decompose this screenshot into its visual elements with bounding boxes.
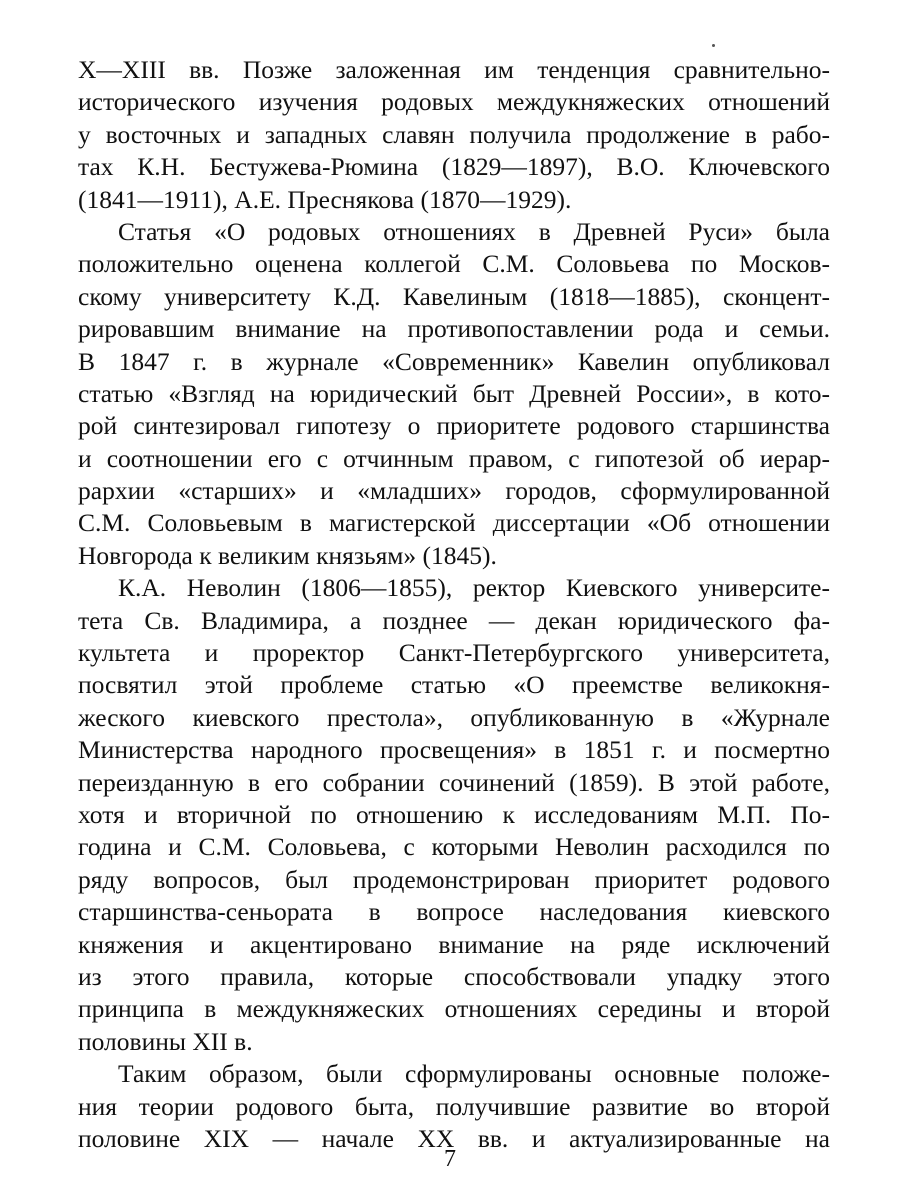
- paragraph-first-line: Таким образом, были сформулированы основные положе-: [118, 1059, 830, 1089]
- text-line: у восточных и западных славян получила продолжение в рабо-: [78, 119, 830, 149]
- text-line: X—XIII вв. Позже заложенная им тенденция сравнительно-: [78, 55, 830, 84]
- text-line: принципа в междукняжеских отношениях середины и второй: [78, 994, 830, 1024]
- text-line: скому университету К.Д. Кавелиным (1818—1885), сконцент-: [78, 281, 830, 311]
- page-number: 7: [444, 1146, 456, 1172]
- text-line: половине XIX — начале XX вв. и актуализированные на: [78, 1123, 830, 1153]
- text-line: рархии «старших» и «младших» городов, сформулированной: [78, 476, 830, 506]
- text-line: культета и проректор Санкт-Петербургского университета,: [78, 638, 830, 668]
- text-line: тах К.Н. Бестужева-Рюмина (1829—1897), В.О. Ключевского: [78, 152, 830, 182]
- text-line: В 1847 г. в журнале «Современник» Кавелин опубликовал: [78, 346, 830, 376]
- text-line: тета Св. Владимира, а позднее — декан юридического фа-: [78, 605, 830, 635]
- text-line: ряду вопросов, был продемонстрирован приоритет родового: [78, 864, 830, 894]
- paragraph-first-line: Статья «О родовых отношениях в Древней Руси» была: [118, 216, 830, 246]
- paragraph-first-line: К.А. Неволин (1806—1855), ректор Киевского университе-: [118, 573, 830, 603]
- text-line: (1841—1911), А.Е. Преснякова (1870—1929).: [78, 184, 572, 214]
- text-line: половины XII в.: [78, 1026, 253, 1056]
- text-line: хотя и вторичной по отношению к исследованиям М.П. По-: [78, 799, 830, 829]
- text-line: ния теории родового быта, получившие развитие во второй: [78, 1091, 830, 1121]
- text-line: С.М. Соловьевым в магистерской диссертации «Об отношении: [78, 508, 830, 538]
- text-line: Министерства народного просвещения» в 1851 г. и посмертно: [78, 735, 830, 765]
- text-line: година и С.М. Соловьева, с которыми Неволин расходился по: [78, 832, 830, 862]
- text-line: переизданную в его собрании сочинений (1859). В этой работе,: [78, 767, 830, 797]
- text-line: жеского киевского престола», опубликованную в «Журнале: [78, 702, 830, 732]
- text-line: посвятил этой проблеме статью «О преемстве великокня-: [78, 670, 830, 700]
- scan-speck: [712, 44, 715, 47]
- body-text: [78, 54, 830, 1155]
- text-line: старшинства-сеньората в вопросе наследования киевского: [78, 897, 830, 927]
- text-line: статью «Взгляд на юридический быт Древней России», в кото-: [78, 378, 830, 408]
- text-line: рой синтезировал гипотезу о приоритете родового старшинства: [78, 411, 830, 441]
- text-line: исторического изучения родовых междукняжеских отношений: [78, 87, 830, 117]
- text-line: и соотношении его с отчинным правом, с гипотезой об иерар-: [78, 443, 830, 473]
- text-line: рировавшим внимание на противопоставлении рода и семьи.: [78, 314, 830, 344]
- text-line: Новгорода к великим князьям» (1845).: [78, 540, 497, 570]
- text-line: из этого правила, которые способствовали упадку этого: [78, 961, 830, 991]
- text-line: положительно оценена коллегой С.М. Соловьева по Москов-: [78, 249, 830, 279]
- text-line: княжения и акцентировано внимание на ряде исключений: [78, 929, 830, 959]
